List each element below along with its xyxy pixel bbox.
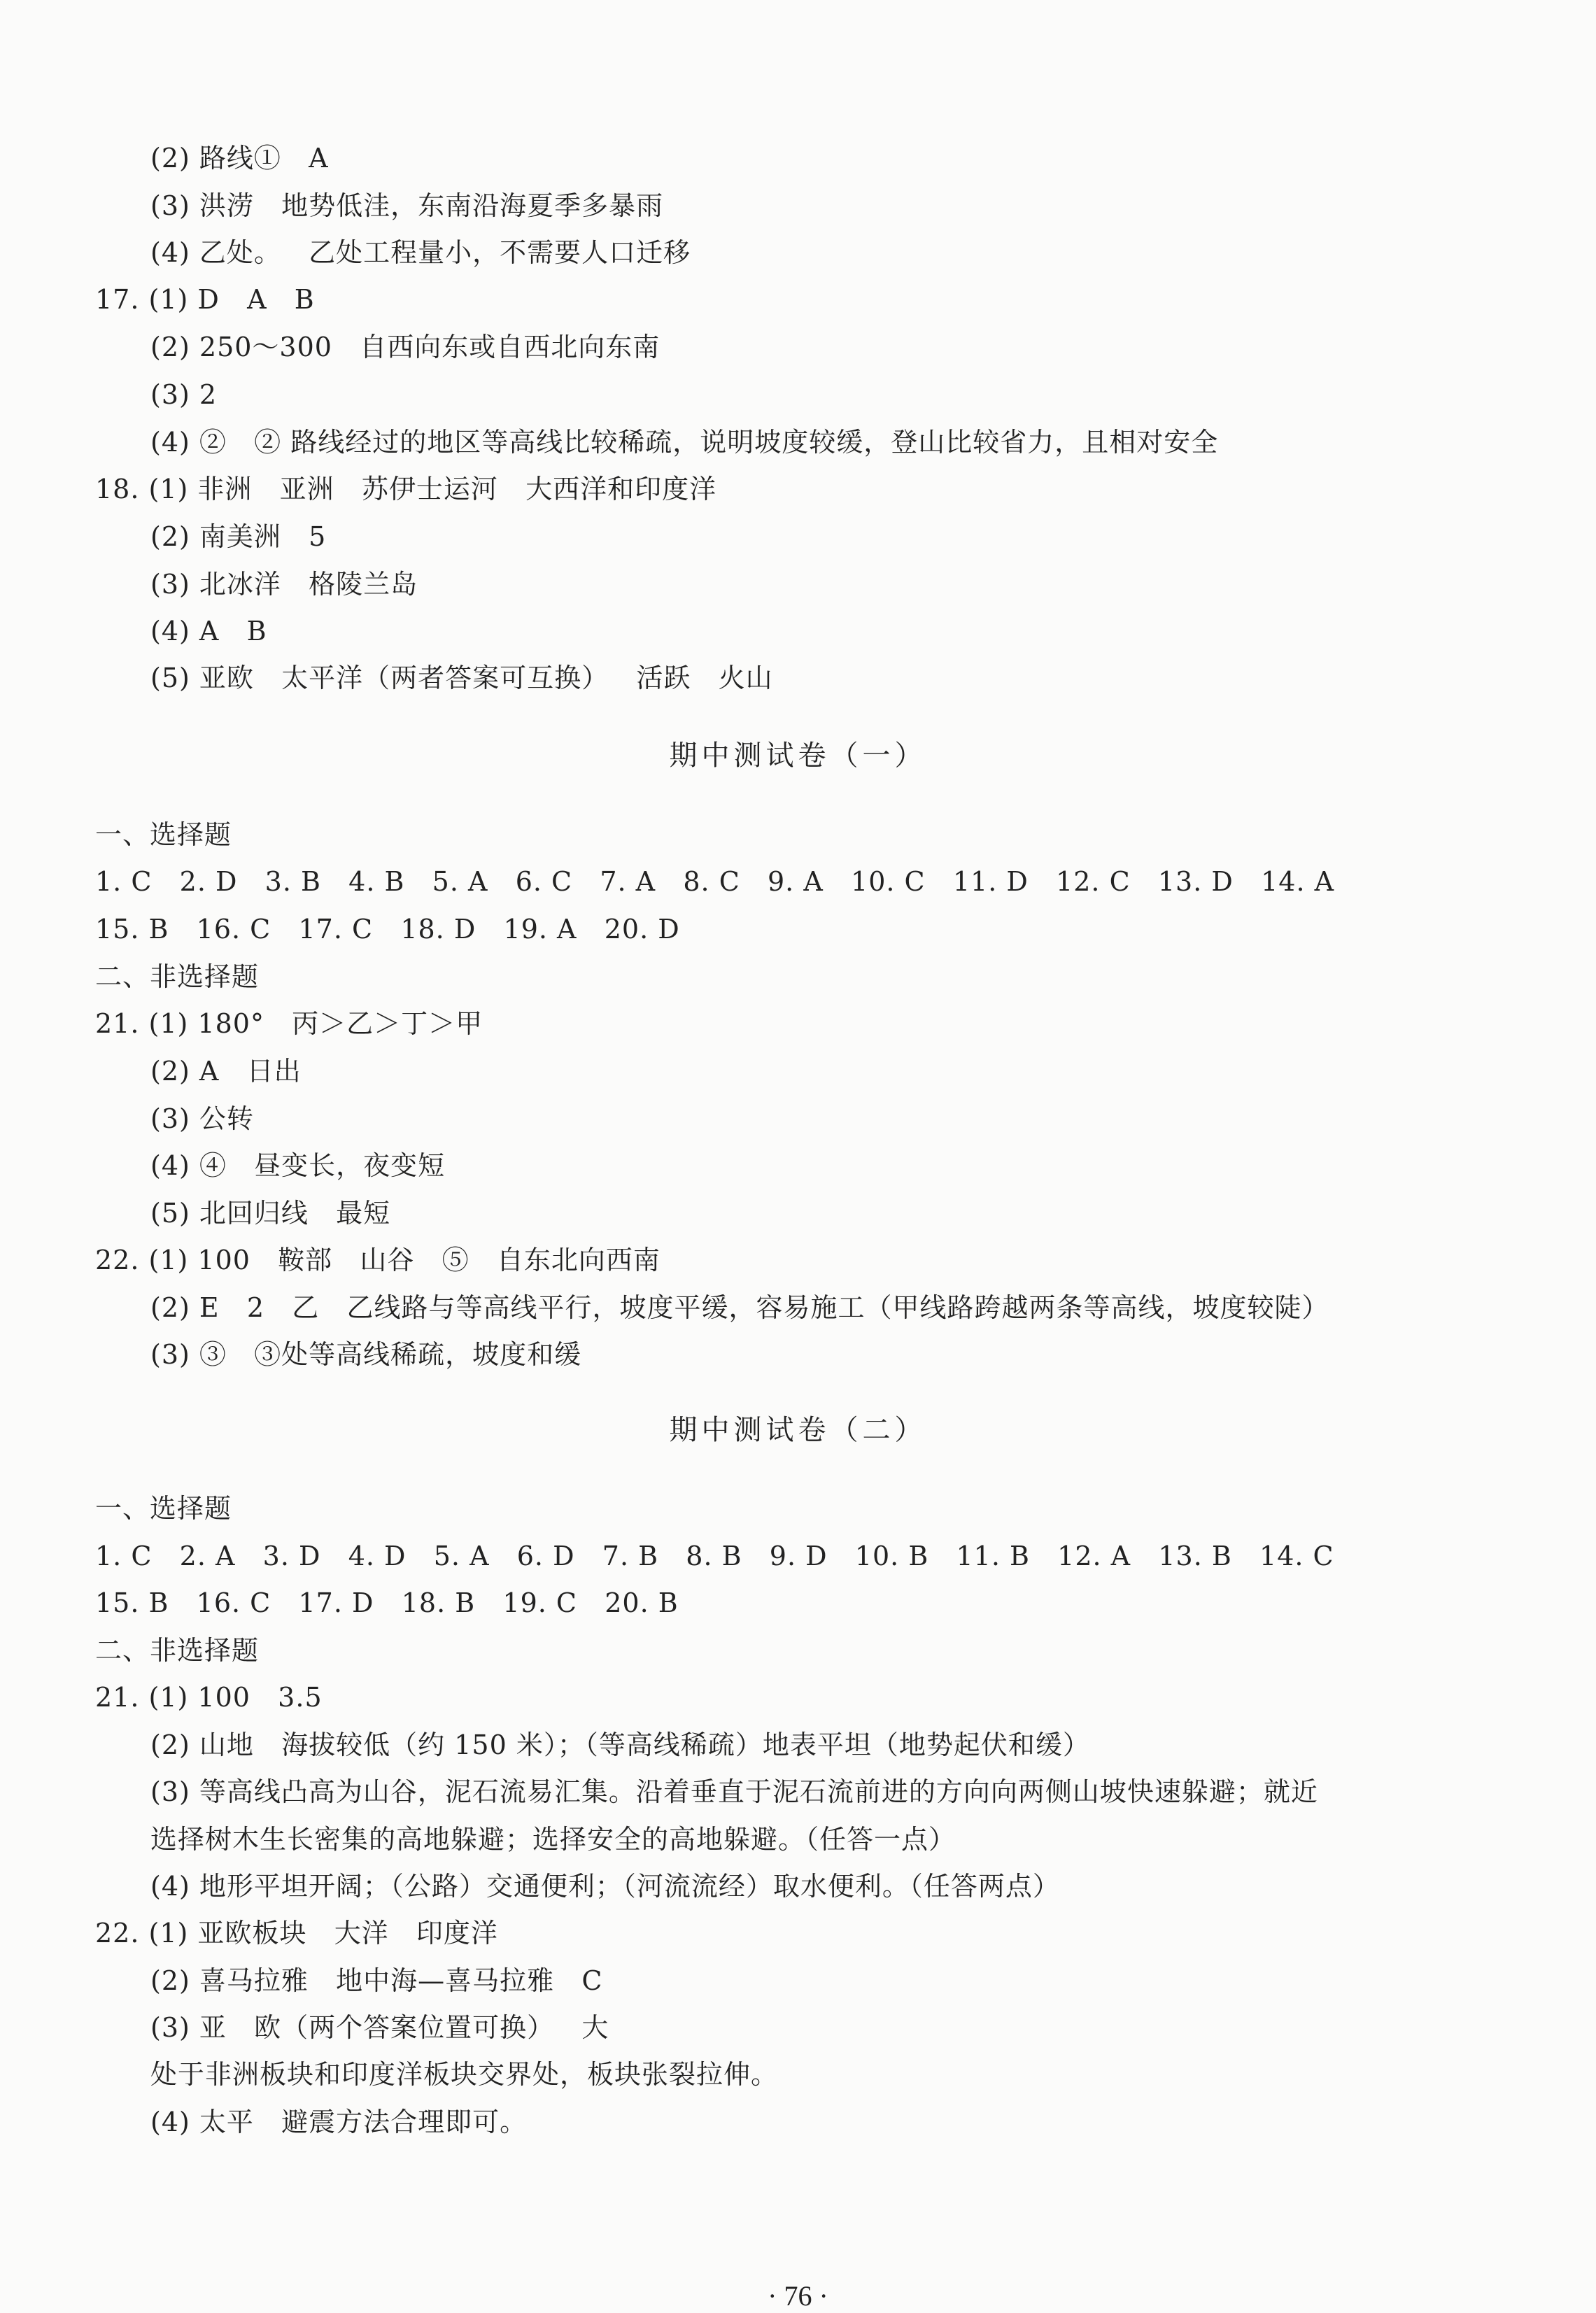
question-22-line: 22. (1) 100 鞍部 山谷 ⑤ 自东北向西南 — [95, 1245, 661, 1275]
answer-line: (2) 喜马拉雅 地中海—喜马拉雅 C — [150, 1965, 603, 1996]
answer-line: (3) 北冰洋 格陵兰岛 — [150, 569, 418, 600]
answer-line: 处于非洲板块和印度洋板块交界处，板块张裂拉伸。 — [150, 2059, 779, 2090]
answer-line: (2) A 日出 — [150, 1056, 302, 1087]
question-21-line: 21. (1) 180° 丙＞乙＞丁＞甲 — [95, 1008, 483, 1039]
answer-line: (2) E 2 乙 乙线路与等高线平行，坡度平缓，容易施工（甲线路跨越两条等高线，坡度较陡） — [150, 1292, 1329, 1323]
question-18-line: 18. (1) 非洲 亚洲 苏伊士运河 大西洋和印度洋 — [95, 474, 717, 504]
question-21-line: 21. (1) 100 3.5 — [95, 1682, 323, 1713]
section-title: 期中测试卷（一） — [669, 740, 927, 772]
multiple-choice-answers: 15. B 16. C 17. D 18. B 19. C 20. B — [95, 1587, 679, 1618]
answer-line: (2) 南美洲 5 — [150, 521, 327, 552]
answer-line: (2) 山地 海拔较低（约 150 米）；（等高线稀疏）地表平坦（地势起伏和缓） — [150, 1730, 1090, 1760]
answer-line: (4) 地形平坦开阔；（公路）交通便利；（河流流经）取水便利。（任答两点） — [150, 1871, 1060, 1902]
answer-line: (4) 太平 避震方法合理即可。 — [150, 2107, 528, 2137]
page-number: · 76 · — [768, 2280, 828, 2312]
multiple-choice-answers: 15. B 16. C 17. C 18. D 19. A 20. D — [95, 914, 680, 945]
section-heading: 一、选择题 — [95, 1493, 232, 1524]
answer-line: (3) 2 — [150, 379, 218, 410]
answer-line: (3) 亚 欧（两个答案位置可换） 大 — [150, 2012, 609, 2043]
answer-line: (5) 亚欧 太平洋（两者答案可互换） 活跃 火山 — [150, 663, 773, 693]
multiple-choice-answers: 1. C 2. A 3. D 4. D 5. A 6. D 7. B 8. B 9. D 10. B 11. B 12. A 13. B 14. C — [95, 1541, 1334, 1571]
answer-line: (2) 路线① A — [150, 143, 329, 174]
section-title: 期中测试卷（二） — [669, 1414, 927, 1446]
answer-line: (4) 乙处。 乙处工程量小，不需要人口迁移 — [150, 237, 691, 268]
answer-line: (3) 等高线凸高为山谷，泥石流易汇集。沿着垂直于泥石流前进的方向向两侧山坡快速躲避；就近 — [150, 1776, 1318, 1807]
answer-line: (5) 北回归线 最短 — [150, 1198, 391, 1229]
question-17-line: 17. (1) D A B — [95, 284, 315, 315]
answer-line: 选择树木生长密集的高地躲避；选择安全的高地躲避。（任答一点） — [150, 1824, 956, 1855]
question-22-line: 22. (1) 亚欧板块 大洋 印度洋 — [95, 1918, 498, 1948]
answer-line: (4) ④ 昼变长，夜变短 — [150, 1150, 446, 1181]
answer-line: (2) 250～300 自西向东或自西北向东南 — [150, 332, 661, 362]
answer-line: (3) 洪涝 地势低洼，东南沿海夏季多暴雨 — [150, 190, 664, 221]
section-heading: 二、非选择题 — [95, 1635, 260, 1666]
answer-line: (4) ② ② 路线经过的地区等高线比较稀疏，说明坡度较缓，登山比较省力，且相对安全 — [150, 427, 1219, 458]
multiple-choice-answers: 1. C 2. D 3. B 4. B 5. A 6. C 7. A 8. C 9. A 10. C 11. D 12. C 13. D 14. A — [95, 866, 1335, 897]
section-heading: 一、选择题 — [95, 819, 232, 850]
answer-line: (4) A B — [150, 616, 267, 646]
answer-line: (3) 公转 — [150, 1103, 254, 1134]
section-heading: 二、非选择题 — [95, 961, 260, 992]
answer-line: (3) ③ ③处等高线稀疏，坡度和缓 — [150, 1339, 582, 1370]
